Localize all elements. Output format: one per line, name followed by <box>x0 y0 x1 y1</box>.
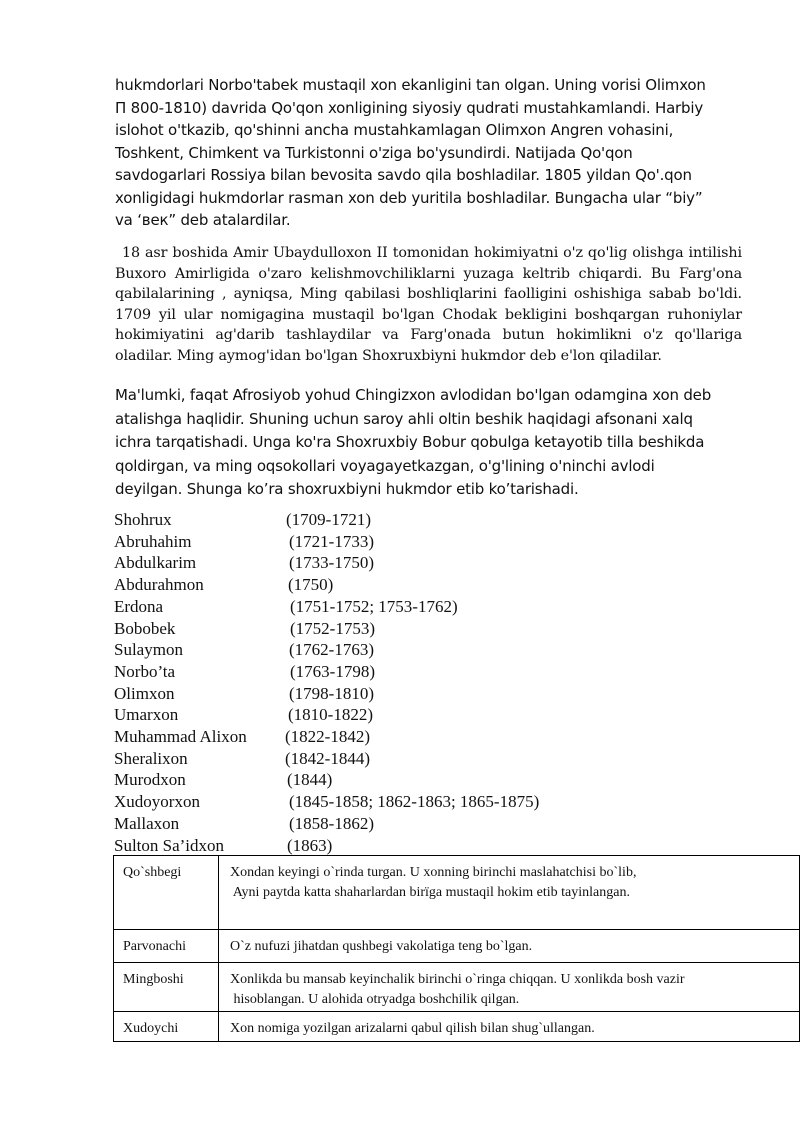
table-row <box>114 963 800 1012</box>
description-line: Xonlikda bu mansab keyinchalik birinchi o`ringa chiqqan. U xonlikda bosh vazir <box>230 972 685 987</box>
ruler-years: (1798-1810) <box>289 683 374 703</box>
description-line: O`z nufuzi jihatdan qushbegi vakolatiga teng bo`lgan. <box>230 939 533 954</box>
text-line: savdogarlari Rossiya bilan bevosita savdo qila boshladilar. 1805 yildan Qo'.qon <box>115 166 692 184</box>
office-term: Qo`shbegi <box>114 856 219 930</box>
text-line: Toshkent, Chimkent va Turkistonni o'ziga bo'ysundirdi. Natijada Qo'qon <box>115 143 633 162</box>
text-line: hukmdorlari Norbo'tabek mustaqil xon ekanligini tan olgan. Uning vorisi Olimxon <box>115 76 706 94</box>
ruler-row <box>114 835 714 857</box>
ruler-years: (1845-1858; 1862-1863; 1865-1875) <box>289 792 540 812</box>
ruler-row <box>114 596 714 618</box>
ruler-row <box>114 769 714 791</box>
ruler-name: Abdulkarim <box>114 553 197 573</box>
office-term: Xudoychi <box>114 1012 219 1042</box>
text-line: П 800-1810) davrida Qo'qon xonligining siyosiy qudrati mustahkamlandi. Harbiy <box>115 98 703 117</box>
ruler-years: (1810-1822) <box>288 705 373 725</box>
ruler-name: Shohrux <box>114 510 172 529</box>
ruler-name: Erdona <box>114 596 164 616</box>
ruler-name: Abruhahim <box>114 531 192 551</box>
ruler-years: (1751-1752; 1753-1762) <box>290 596 458 616</box>
ruler-name: Sulton Sa’idxon <box>114 835 225 855</box>
ruler-years: (1733-1750) <box>289 553 374 573</box>
ruler-name: Umarxon <box>114 705 179 725</box>
office-description <box>219 930 800 963</box>
ruler-row <box>114 683 714 705</box>
ruler-years: (1721-1733) <box>289 531 374 551</box>
rulers-list <box>114 509 714 856</box>
ruler-row <box>114 509 714 531</box>
ruler-name: Norbo’ta <box>114 661 176 681</box>
text-line: deyilgan. Shunga ko’ra shoxruxbiyni hukmdor etib ko’tarishadi. <box>115 480 579 498</box>
ruler-name: Olimxon <box>114 683 175 703</box>
ruler-years: (1863) <box>287 835 333 855</box>
ruler-years: (1762-1763) <box>289 640 374 660</box>
ruler-row <box>114 618 714 640</box>
description-line: Xondan keyingi o`rinda turgan. U xonning birinchi maslahatchisi bo`lib, <box>230 865 637 880</box>
ruler-name: Sheralixon <box>114 748 188 768</box>
text-line: atalishga haqlidir. Shuning uchun saroy ahli oltin beshik haqidagi afsonani xalq <box>115 409 693 428</box>
paragraph-olimxon <box>115 74 745 232</box>
office-description <box>219 856 800 930</box>
ruler-years: (1822-1842) <box>285 727 370 747</box>
description-line: Ayni paytda katta shaharlardan birïga mustaqil hokim etib tayinlangan. <box>230 885 630 900</box>
ruler-row <box>114 639 714 661</box>
ruler-years: (1844) <box>287 770 333 790</box>
paragraph-text: 18 asr boshida Amir Ubaydulloxon II tomonidan hokimiyatni o'z qo'lig olishga intilishi Buxoro Amirligida o'zaro kelishmovchiliklarni yuzaga keltrib chiqardi. Bu Farg'ona qabilalarining , ayniqsa, Ming qabilasi boshliqlarini faolligini oshishiga sabab bo'ldi. 1709 yil ular nomigagina mustaqil bo'lgan Chodak bekligini boshqargan ruhoniylar hokimiyatini ag'darib tashlaydilar va Farg'onada butun hokimlikni o'z qo'llariga oladilar. Ming aymog'idan bo'lgan Shoxruxbiyni hukmdor deb e'lon qiladilar. <box>115 245 742 364</box>
ruler-row <box>114 552 714 574</box>
table-row <box>114 856 800 930</box>
table-row <box>114 930 800 963</box>
ruler-name: Xudoyorxon <box>114 792 200 812</box>
text-line: Ma'lumki, faqat Afrosiyob yohud Chingizxon avlodidan bo'lgan odamgina xon deb <box>115 386 712 404</box>
ruler-name: Sulaymon <box>114 640 183 660</box>
text-line: xonligidagi hukmdorlar rasman xon deb yuritila boshladilar. Bungacha ular “biy” <box>115 188 703 207</box>
description-line: Xon nomiga yozilgan arizalarni qabul qilish bilan shug`ullangan. <box>230 1021 595 1036</box>
ruler-row <box>114 791 714 813</box>
ruler-row <box>114 726 714 748</box>
offices-table <box>113 855 800 1042</box>
ruler-name: Mallaxon <box>114 813 180 833</box>
text-line: va ‘век” deb atalardilar. <box>115 211 291 229</box>
office-description <box>219 963 800 1012</box>
paragraph-ming-dynasty <box>115 243 742 366</box>
text-line: qoldirgan, va ming oqsokollari voyagayetkazgan, o'g'lining o'ninchi avlodi <box>115 456 655 475</box>
paragraph-golden-cradle <box>115 384 745 502</box>
description-line: hisoblangan. U alohida otryadga boshchilik qilgan. <box>230 992 520 1007</box>
ruler-row <box>114 813 714 835</box>
ruler-years: (1752-1753) <box>290 618 375 638</box>
office-term: Mingboshi <box>114 963 219 1012</box>
ruler-years: (1709-1721) <box>286 510 371 529</box>
ruler-years: (1763-1798) <box>290 661 375 681</box>
table-row <box>114 1012 800 1042</box>
ruler-years: (1750) <box>288 575 334 595</box>
ruler-row <box>114 574 714 596</box>
text-line: ichra tarqatishadi. Unga ko'ra Shoxruxbiy Bobur qobulga ketayotib tilla beshikda <box>115 433 705 451</box>
ruler-row <box>114 748 714 770</box>
office-description <box>219 1012 800 1042</box>
ruler-name: Bobobek <box>114 618 176 638</box>
office-term: Parvonachi <box>114 930 219 963</box>
ruler-row <box>114 704 714 726</box>
ruler-name: Murodxon <box>114 770 186 790</box>
ruler-row <box>114 661 714 683</box>
ruler-row <box>114 531 714 553</box>
text-line: islohot o'tkazib, qo'shinni ancha mustahkamlagan Olimxon Angren vohasini, <box>115 121 674 139</box>
ruler-name: Muhammad Alixon <box>114 727 247 747</box>
ruler-years: (1842-1844) <box>285 748 370 768</box>
ruler-years: (1858-1862) <box>289 813 374 833</box>
ruler-name: Abdurahmon <box>114 575 204 595</box>
